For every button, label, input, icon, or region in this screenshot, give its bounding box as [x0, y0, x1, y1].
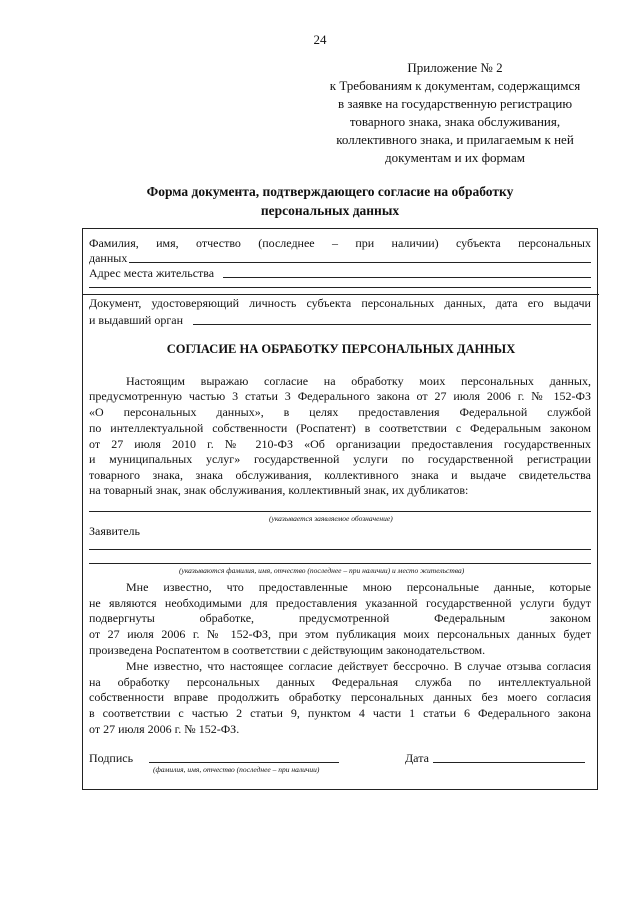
trademark-input-line[interactable] [89, 511, 591, 512]
appendix-line: к Требованиям к документам, содержащимся [329, 78, 581, 93]
signature-input-line[interactable] [149, 762, 339, 763]
paragraph-line: подвергнуты обработке, предусмотренной Федеральным законом [89, 611, 591, 625]
fio-word: персональных [518, 236, 591, 250]
appendix-line: товарного знака, знака обслуживания, [349, 114, 561, 129]
fio-word: Фамилия, [89, 236, 139, 250]
paragraph-line: собственности вправе продолжить обработку персональных данных без моего согласия [89, 690, 591, 704]
divider [83, 294, 599, 295]
doc-label-line1 [89, 296, 591, 310]
fio-word: отчество [196, 236, 241, 250]
consent-form-frame [82, 228, 598, 790]
applicant-input-line-2[interactable] [89, 563, 591, 564]
doc-word: выдачи [553, 296, 591, 310]
doc-word: дата [495, 296, 518, 310]
paragraph-line: в соответствии с частью 2 статьи 9, пунктом 4 части 1 статьи 6 Федерального закона [89, 706, 591, 720]
doc-word: персональных [361, 296, 435, 310]
fio-word: – [331, 236, 338, 250]
date-label: Дата [405, 751, 429, 765]
doc-input-line[interactable] [193, 324, 591, 325]
signature-label: Подпись [89, 751, 134, 765]
paragraph-line: Мне известно, что предоставленные мною персональные данные, которые [126, 580, 591, 594]
fio-word: имя, [156, 236, 179, 250]
paragraph-line: произведена Роспатентом в соответствии с действующим законодательством. [89, 643, 486, 657]
form-title [90, 182, 570, 220]
paragraph-line: «О персональных данных», в целях предоставления Федеральной службой [89, 405, 591, 419]
paragraph-line: и муниципальных услуг» государственной услуги по государственной регистрации [89, 452, 591, 466]
appendix-line: Приложение № 2 [407, 60, 503, 75]
doc-word: личность [249, 296, 297, 310]
paragraph-line: от 27 июля 2006 г. № 152-ФЗ. [89, 722, 240, 736]
fio-word: при [355, 236, 375, 250]
page-number: 24 [313, 32, 327, 47]
paragraph-line: не являются необходимыми для предоставления указанной государственной услуги будут [89, 596, 591, 610]
appendix-heading [300, 59, 610, 167]
paragraph-line: от 27 июля 2006 г. № 152-ФЗ, при этом публикация моих персональных данных будет [89, 627, 591, 641]
paragraph-line: Настоящим выражаю согласие на обработку моих персональных данных, [126, 374, 591, 388]
consent-title: СОГЛАСИЕ НА ОБРАБОТКУ ПЕРСОНАЛЬНЫХ ДАННЫХ [166, 342, 516, 356]
address-input-line-2[interactable] [89, 287, 591, 288]
appendix-line: коллективного знака, и прилагаемым к ней [336, 132, 574, 147]
applicant-label: Заявитель [89, 524, 140, 538]
fio-label-line2: данных [89, 251, 128, 265]
fio-word: субъекта [456, 236, 501, 250]
doc-word: данных, [444, 296, 486, 310]
trademark-caption: (указывается заявляемое обозначение) [269, 514, 393, 523]
paragraph-line: по интеллектуальной собственности (Роспатент) в соответствии с Федеральным законом [89, 421, 591, 435]
fio-input-line[interactable] [129, 262, 591, 263]
applicant-caption: (указываются фамилия, имя, отчество (последнее – при наличии) и место жительства) [179, 566, 465, 575]
doc-word: его [527, 296, 544, 310]
fio-label-line1 [89, 236, 591, 250]
paragraph-line: на обработку персональных данных Федеральная служба по интеллектуальной [89, 675, 591, 689]
signature-caption: (фамилия, имя, отчество (последнее – при наличии) [153, 765, 320, 774]
fio-word: (последнее [258, 236, 315, 250]
paragraph-line: предусмотренную частью 3 статьи 3 Федерального закона от 27 июля 2006 г. № 152-ФЗ [89, 389, 591, 403]
address-input-line[interactable] [223, 277, 591, 278]
doc-label-line2: и выдавший орган [89, 313, 184, 327]
appendix-line: документам и их формам [385, 150, 525, 165]
appendix-line: в заявке на государственную регистрацию [337, 96, 573, 111]
paragraph-line: от 27 июля 2010 г. № 210-ФЗ «Об организации предоставления государственных [89, 437, 591, 451]
paragraph-line: на товарный знак, знак обслуживания, коллективный знак, их дубликатов: [89, 483, 469, 497]
doc-word: Документ, [89, 296, 142, 310]
paragraph-line: Мне известно, что настоящее согласие действует бессрочно. В случае отзыва согласия [126, 659, 591, 673]
address-label: Адрес места жительства [89, 266, 215, 280]
applicant-input-line[interactable] [89, 549, 591, 550]
date-input-line[interactable] [433, 762, 585, 763]
paragraph-line: товарного знака, знака обслуживания, коллективного знака и выдаче свидетельства [89, 468, 591, 482]
form-title-line: персональных данных [260, 203, 400, 218]
doc-word: удостоверяющий [151, 296, 240, 310]
doc-word: субъекта [306, 296, 352, 310]
form-title-line: Форма документа, подтверждающего согласие на обработку [146, 184, 514, 199]
fio-word: наличии) [391, 236, 439, 250]
